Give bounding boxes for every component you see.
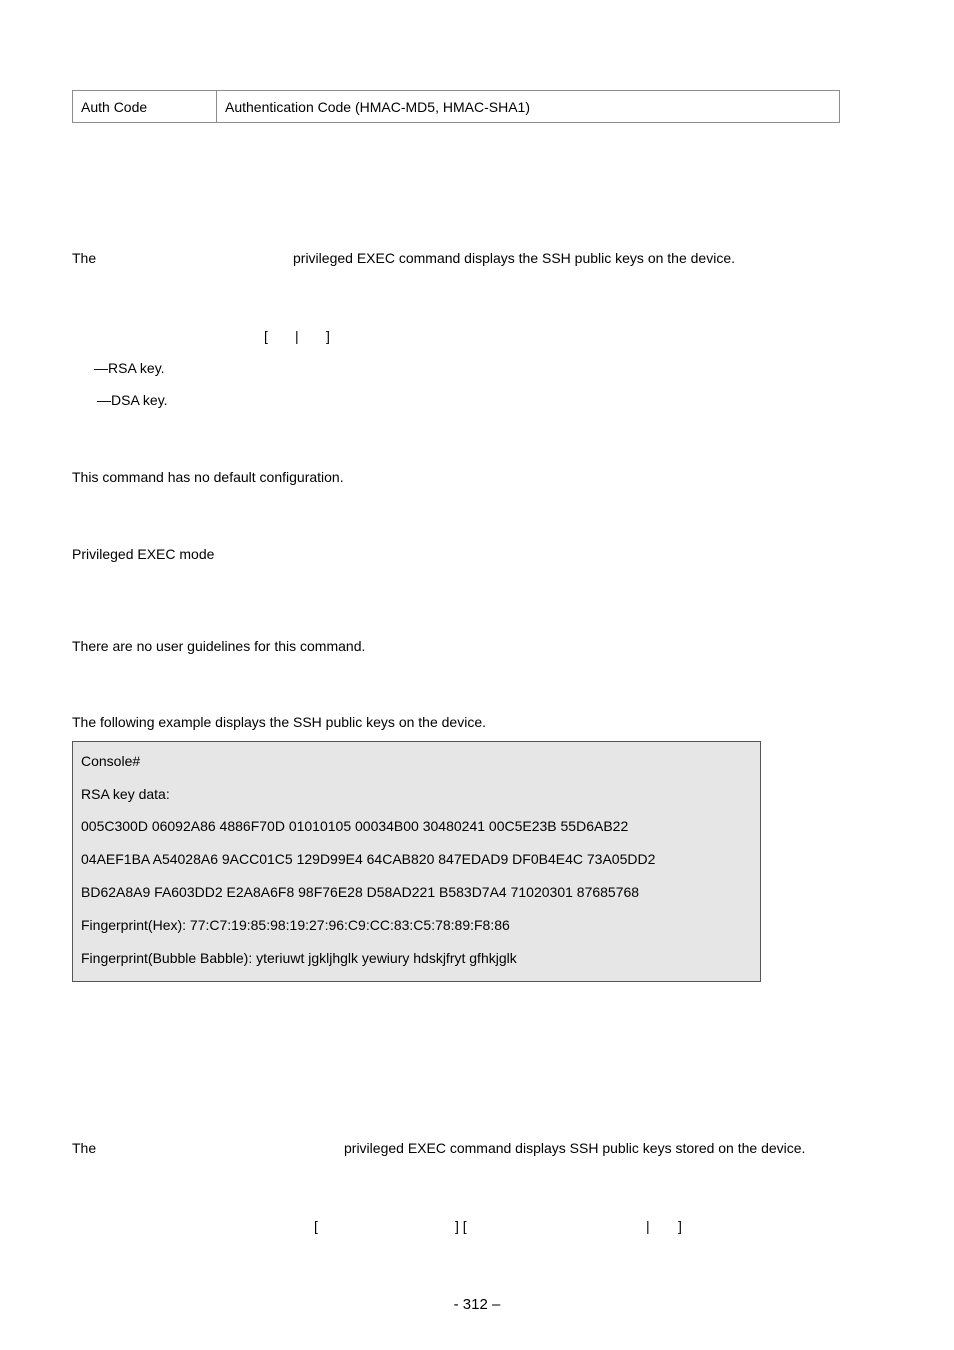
syntax2-bracket-close-open: ] [ — [455, 1218, 467, 1234]
page-number: - 312 – — [453, 1296, 501, 1313]
syntax-bracket-close: ] — [326, 328, 330, 344]
table-cell-name: Auth Code — [73, 91, 217, 122]
param-dsa: —DSA key. — [97, 392, 168, 408]
console-line: Fingerprint(Bubble Babble): yteriuwt jgkljhglk yewiury hdskjfryt gfhkjglk — [81, 950, 517, 966]
syntax2-bracket-open: [ — [314, 1218, 318, 1234]
table-cell-description: Authentication Code (HMAC-MD5, HMAC-SHA1) — [225, 98, 530, 115]
console-line: Fingerprint(Hex): 77:C7:19:85:98:19:27:96:C9:CC:83:C5:78:89:F8:86 — [81, 917, 510, 933]
console-line: Console# — [81, 753, 141, 769]
section2-intro-the: The — [72, 1140, 97, 1156]
user-guidelines: There are no user guidelines for this command. — [72, 638, 366, 654]
console-line: 04AEF1BA A54028A6 9ACC01C5 129D99E4 64CAB820 847EDAD9 DF0B4E4C 73A05DD2 — [81, 851, 656, 867]
console-line: 005C300D 06092A86 4886F70D 01010105 00034B00 30480241 00C5E23B 55D6AB22 — [81, 818, 629, 834]
syntax-pipe: | — [295, 328, 299, 344]
example-intro: The following example displays the SSH public keys on the device. — [72, 714, 486, 730]
console-example-box — [72, 741, 761, 982]
syntax-bracket-open: [ — [264, 328, 268, 344]
syntax2-bracket-close: ] — [678, 1218, 682, 1234]
section1-intro-text: privileged EXEC command displays the SSH public keys on the device. — [293, 250, 735, 266]
command-mode: Privileged EXEC mode — [72, 546, 215, 562]
section2-intro-text: privileged EXEC command displays SSH public keys stored on the device. — [344, 1140, 806, 1156]
console-line: RSA key data: — [81, 786, 170, 802]
default-configuration: This command has no default configuration. — [72, 469, 344, 485]
auth-code-table — [72, 90, 840, 123]
param-rsa: —RSA key. — [94, 360, 165, 376]
syntax2-pipe: | — [646, 1218, 650, 1234]
console-line: BD62A8A9 FA603DD2 E2A8A6F8 98F76E28 D58AD221 B583D7A4 71020301 87685768 — [81, 884, 640, 900]
section1-intro-the: The — [72, 250, 97, 266]
